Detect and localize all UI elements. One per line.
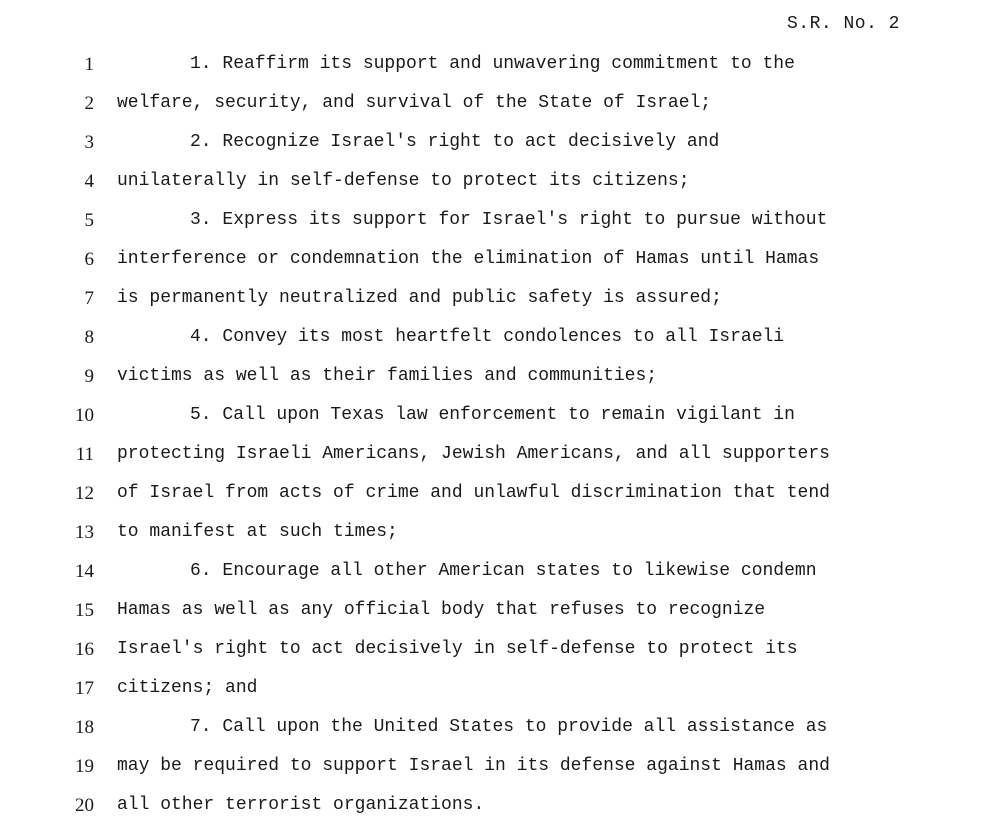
line-text: 5. Call upon Texas law enforcement to remain vigilant in xyxy=(190,405,795,425)
document-line xyxy=(0,435,988,474)
line-number: 4 xyxy=(84,171,94,192)
document-line xyxy=(0,45,988,84)
line-number: 17 xyxy=(75,678,94,699)
line-number: 13 xyxy=(75,522,94,543)
line-text: 6. Encourage all other American states to likewise condemn xyxy=(190,561,817,581)
line-text: interference or condemnation the elimination of Hamas until Hamas xyxy=(117,249,820,269)
line-number: 2 xyxy=(84,93,94,114)
line-text: 7. Call upon the United States to provide all assistance as xyxy=(190,717,828,737)
line-text: victims as well as their families and communities; xyxy=(117,366,658,386)
line-text: 2. Recognize Israel's right to act decisively and xyxy=(190,132,720,152)
line-text: unilaterally in self-defense to protect its citizens; xyxy=(117,171,690,191)
line-number: 19 xyxy=(75,756,94,777)
document-line xyxy=(0,162,988,201)
line-text: is permanently neutralized and public safety is assured; xyxy=(117,288,722,308)
line-text: Hamas as well as any official body that refuses to recognize xyxy=(117,600,766,620)
document-line xyxy=(0,279,988,318)
line-number: 16 xyxy=(75,639,94,660)
document-line xyxy=(0,747,988,786)
document-line xyxy=(0,474,988,513)
line-text: 3. Express its support for Israel's right to pursue without xyxy=(190,210,828,230)
document-line xyxy=(0,396,988,435)
line-text: all other terrorist organizations. xyxy=(117,795,485,815)
line-text: Israel's right to act decisively in self-defense to protect its xyxy=(117,639,798,659)
line-number: 14 xyxy=(75,561,94,582)
line-number: 12 xyxy=(75,483,94,504)
line-text: may be required to support Israel in its defense against Hamas and xyxy=(117,756,830,776)
line-text: 4. Convey its most heartfelt condolences to all Israeli xyxy=(190,327,785,347)
line-number: 1 xyxy=(84,54,94,75)
document-line xyxy=(0,630,988,669)
line-number: 15 xyxy=(75,600,94,621)
document-line xyxy=(0,201,988,240)
line-text: to manifest at such times; xyxy=(117,522,398,542)
line-text: of Israel from acts of crime and unlawful discrimination that tend xyxy=(117,483,830,503)
document-line xyxy=(0,552,988,591)
numbered-lines xyxy=(0,45,988,825)
bill-number: S.R. No. 2 xyxy=(786,14,900,34)
document-line xyxy=(0,669,988,708)
document-line xyxy=(0,591,988,630)
line-number: 10 xyxy=(75,405,94,426)
document-line xyxy=(0,123,988,162)
line-number: 11 xyxy=(75,444,94,465)
document-line xyxy=(0,786,988,825)
document-line xyxy=(0,708,988,747)
document-line xyxy=(0,357,988,396)
line-number: 9 xyxy=(84,366,94,387)
line-text: protecting Israeli Americans, Jewish Americans, and all supporters xyxy=(117,444,830,464)
line-number: 7 xyxy=(84,288,94,309)
line-text: welfare, security, and survival of the State of Israel; xyxy=(117,93,712,113)
document-line xyxy=(0,513,988,552)
line-number: 3 xyxy=(84,132,94,153)
line-number: 8 xyxy=(84,327,94,348)
line-number: 5 xyxy=(84,210,94,231)
document-line xyxy=(0,240,988,279)
line-number: 18 xyxy=(75,717,94,738)
line-text: citizens; and xyxy=(117,678,258,698)
line-number: 6 xyxy=(84,249,94,270)
document-line xyxy=(0,318,988,357)
document-line xyxy=(0,84,988,123)
line-number: 20 xyxy=(75,795,94,816)
line-text: 1. Reaffirm its support and unwavering commitment to the xyxy=(190,54,795,74)
